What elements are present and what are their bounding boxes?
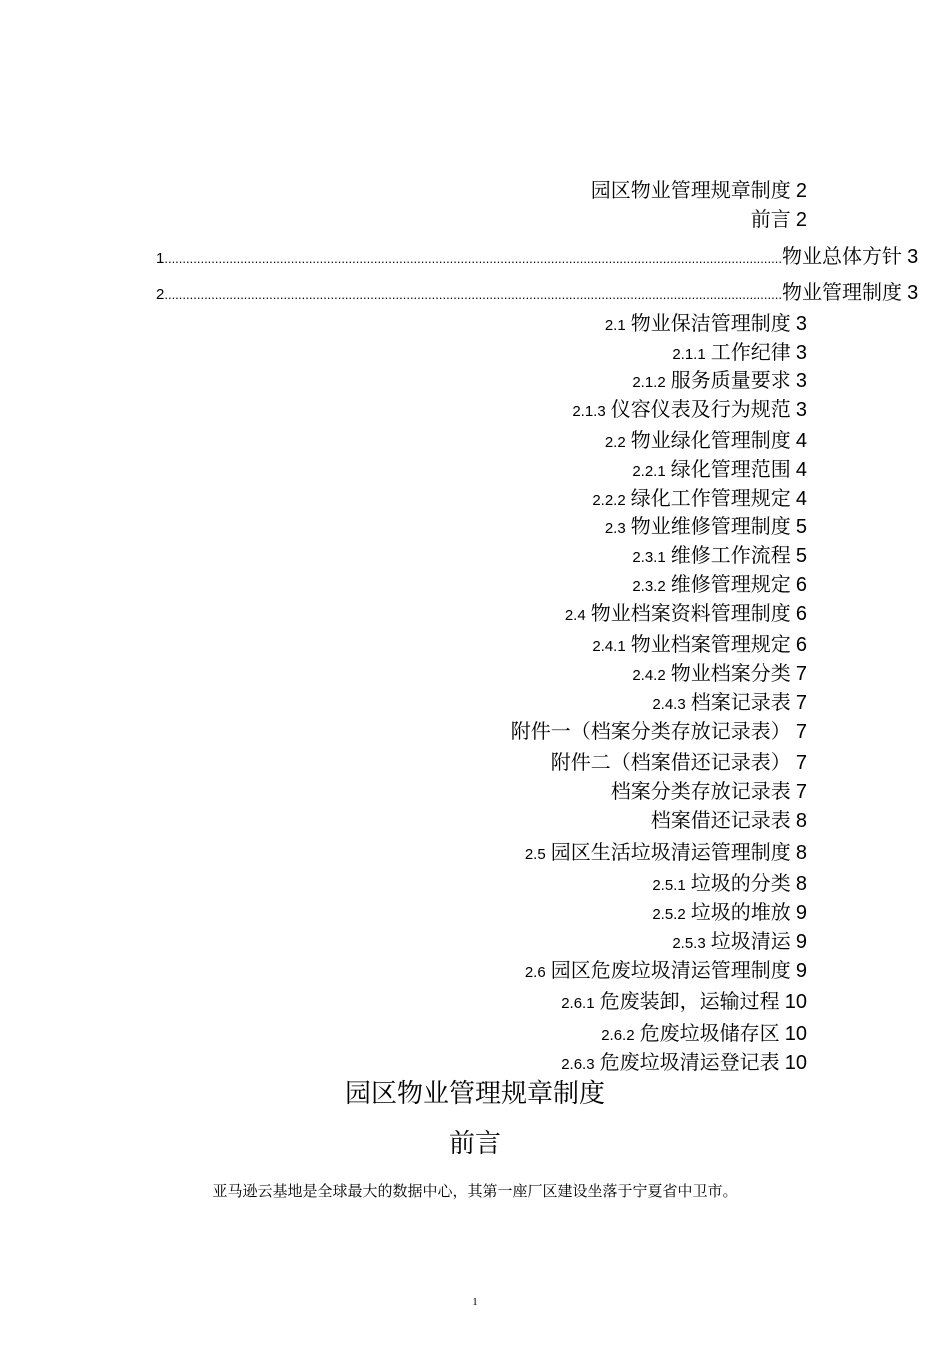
toc-entry-number: 2.5.3 <box>672 935 706 952</box>
toc-entry-number: 2.3 <box>604 520 626 537</box>
toc-entry[interactable] <box>572 399 807 420</box>
toc-leader-dots: ........................................................................................................................................................................... <box>164 287 782 302</box>
toc-entry-page: 8 <box>795 842 807 864</box>
toc-entry-text: 园区物业管理规章制度 <box>590 178 791 202</box>
toc-entry[interactable] <box>632 574 807 595</box>
toc-entry[interactable] <box>611 781 807 802</box>
toc-entry[interactable] <box>561 991 807 1012</box>
toc-entry-text: 物业档案资料管理制度 <box>590 601 791 625</box>
toc-entry-page: 10 <box>784 1023 807 1045</box>
toc-entry-number: 2.1.2 <box>632 374 666 391</box>
toc-entry-text: 危废装卸，运输过程 <box>599 989 780 1013</box>
toc-entry-text: 绿化管理范围 <box>670 457 791 481</box>
toc-entry-text: 物业保洁管理制度 <box>630 311 791 335</box>
toc-entry-page: 3 <box>907 282 919 304</box>
toc-entry[interactable] <box>525 960 807 981</box>
toc-entry-text: 物业维修管理制度 <box>630 514 791 538</box>
toc-entry[interactable] <box>651 810 807 831</box>
toc-entry[interactable] <box>652 873 807 894</box>
toc-entry-text: 危废垃圾储存区 <box>639 1021 780 1045</box>
toc-entry[interactable] <box>156 244 919 268</box>
preface-heading: 前言 <box>448 1129 501 1159</box>
toc-entry[interactable] <box>511 721 807 742</box>
toc-entry[interactable] <box>592 634 807 655</box>
toc-entry-text: 垃圾清运 <box>710 929 791 953</box>
toc-entry[interactable] <box>605 516 807 537</box>
page-number: 1 <box>472 1296 478 1308</box>
toc-entry[interactable] <box>551 752 807 773</box>
toc-entry-text: 维修工作流程 <box>670 543 791 567</box>
toc-entry-text: 维修管理规定 <box>670 572 791 596</box>
toc-entry-page: 6 <box>795 603 807 625</box>
toc-entry[interactable] <box>672 342 807 363</box>
toc-entry-text: 档案记录表 <box>690 690 791 714</box>
toc-entry-page: 9 <box>795 960 807 982</box>
toc-entry-number: 2.2.2 <box>592 492 626 509</box>
toc-entry-page: 3 <box>795 399 807 421</box>
toc-entry[interactable] <box>652 902 807 923</box>
toc-entry[interactable] <box>605 313 807 334</box>
toc-entry-page: 3 <box>795 370 807 392</box>
toc-entry-page: 10 <box>784 1052 807 1074</box>
toc-entry-page: 10 <box>784 991 807 1013</box>
toc-entry[interactable] <box>652 692 807 713</box>
toc-entry-page: 2 <box>795 180 807 202</box>
toc-entry-page: 9 <box>795 902 807 924</box>
toc-entry-number: 2.6.3 <box>561 1056 595 1073</box>
toc-entry-page: 3 <box>795 313 807 335</box>
toc-entry-text: 附件二（档案借还记录表） <box>550 750 791 774</box>
toc-entry-page: 9 <box>795 931 807 953</box>
toc-entry[interactable] <box>591 180 807 201</box>
toc-entry-number: 2.4.2 <box>632 667 666 684</box>
toc-entry-number: 2.2 <box>604 434 626 451</box>
toc-entry[interactable] <box>156 280 919 304</box>
toc-entry-page: 7 <box>795 781 807 803</box>
toc-entry-text: 物业总体方针 <box>781 244 902 268</box>
toc-entry-number: 2.5.1 <box>652 877 686 894</box>
toc-entry-number: 2.1 <box>604 317 626 334</box>
toc-entry-number: 2.4.1 <box>592 638 626 655</box>
toc-entry-text: 服务质量要求 <box>670 368 791 392</box>
toc-entry[interactable] <box>525 842 807 863</box>
toc-entry-page: 3 <box>795 342 807 364</box>
toc-entry-number: 1 <box>156 250 165 267</box>
toc-entry-number: 2.4 <box>564 607 586 624</box>
toc-entry-text: 园区生活垃圾清运管理制度 <box>550 840 791 864</box>
toc-entry-number: 2.6.1 <box>561 995 595 1012</box>
toc-entry-text: 园区危废垃圾清运管理制度 <box>550 958 791 982</box>
toc-entry-number: 2.6.2 <box>601 1027 635 1044</box>
toc-entry-page: 4 <box>795 430 807 452</box>
toc-entry-text: 仪容仪表及行为规范 <box>610 397 791 421</box>
toc-entry-number: 2.5 <box>524 846 546 863</box>
toc-entry-page: 8 <box>795 810 807 832</box>
toc-entry[interactable] <box>592 488 807 509</box>
toc-entry[interactable] <box>672 931 807 952</box>
toc-entry[interactable] <box>632 459 807 480</box>
toc-entry-text: 物业绿化管理制度 <box>630 428 791 452</box>
toc-entry[interactable] <box>605 430 807 451</box>
toc-entry-number: 2.6 <box>524 964 546 981</box>
toc-entry-number: 2.1.1 <box>672 346 706 363</box>
toc-entry-number: 2.5.2 <box>652 906 686 923</box>
toc-entry-text: 前言 <box>750 207 791 231</box>
toc-entry-text: 危废垃圾清运登记表 <box>599 1050 780 1074</box>
toc-entry[interactable] <box>632 663 807 684</box>
toc-entry-number: 2.3.1 <box>632 549 666 566</box>
preface-paragraph: 亚马逊云基地是全球最大的数据中心，其第一座厂区建设坐落于宁夏省中卫市。 <box>212 1182 738 1200</box>
toc-entry-page: 5 <box>795 516 807 538</box>
toc-entry[interactable] <box>632 545 807 566</box>
toc-entry-text: 附件一（档案分类存放记录表） <box>510 719 791 743</box>
toc-entry-text: 垃圾的堆放 <box>690 900 791 924</box>
toc-entry-page: 6 <box>795 634 807 656</box>
toc-entry-text: 物业档案管理规定 <box>630 632 791 656</box>
toc-entry-page: 4 <box>795 459 807 481</box>
toc-entry-page: 7 <box>795 663 807 685</box>
toc-entry-text: 档案分类存放记录表 <box>610 779 791 803</box>
toc-entry-text: 物业档案分类 <box>670 661 791 685</box>
toc-entry-page: 5 <box>795 545 807 567</box>
toc-entry-page: 3 <box>907 246 919 268</box>
toc-entry-page: 7 <box>795 752 807 774</box>
toc-entry-text: 档案借还记录表 <box>650 808 791 832</box>
toc-entry-text: 工作纪律 <box>710 340 791 364</box>
toc-entry-number: 2.1.3 <box>572 403 606 420</box>
toc-entry-page: 2 <box>795 209 807 231</box>
toc-entry-number: 2 <box>156 286 165 303</box>
toc-entry-page: 7 <box>795 692 807 714</box>
toc-entry-number: 2.4.3 <box>652 696 686 713</box>
toc-entry-page: 7 <box>795 721 807 743</box>
toc-leader-dots: ........................................................................................................................................................................... <box>164 251 782 266</box>
toc-entry[interactable] <box>601 1023 807 1044</box>
toc-entry[interactable] <box>561 1052 807 1073</box>
toc-entry[interactable] <box>632 370 807 391</box>
toc-entry[interactable] <box>751 209 807 230</box>
toc-entry-text: 绿化工作管理规定 <box>630 486 791 510</box>
toc-entry-page: 8 <box>795 873 807 895</box>
toc-entry[interactable] <box>565 603 807 624</box>
toc-entry-page: 6 <box>795 574 807 596</box>
toc-entry-page: 4 <box>795 488 807 510</box>
toc-entry-text: 垃圾的分类 <box>690 871 791 895</box>
toc-entry-text: 物业管理制度 <box>781 280 902 304</box>
toc-entry-number: 2.3.2 <box>632 578 666 595</box>
document-title: 园区物业管理规章制度 <box>344 1079 605 1109</box>
toc-entry-number: 2.2.1 <box>632 463 666 480</box>
